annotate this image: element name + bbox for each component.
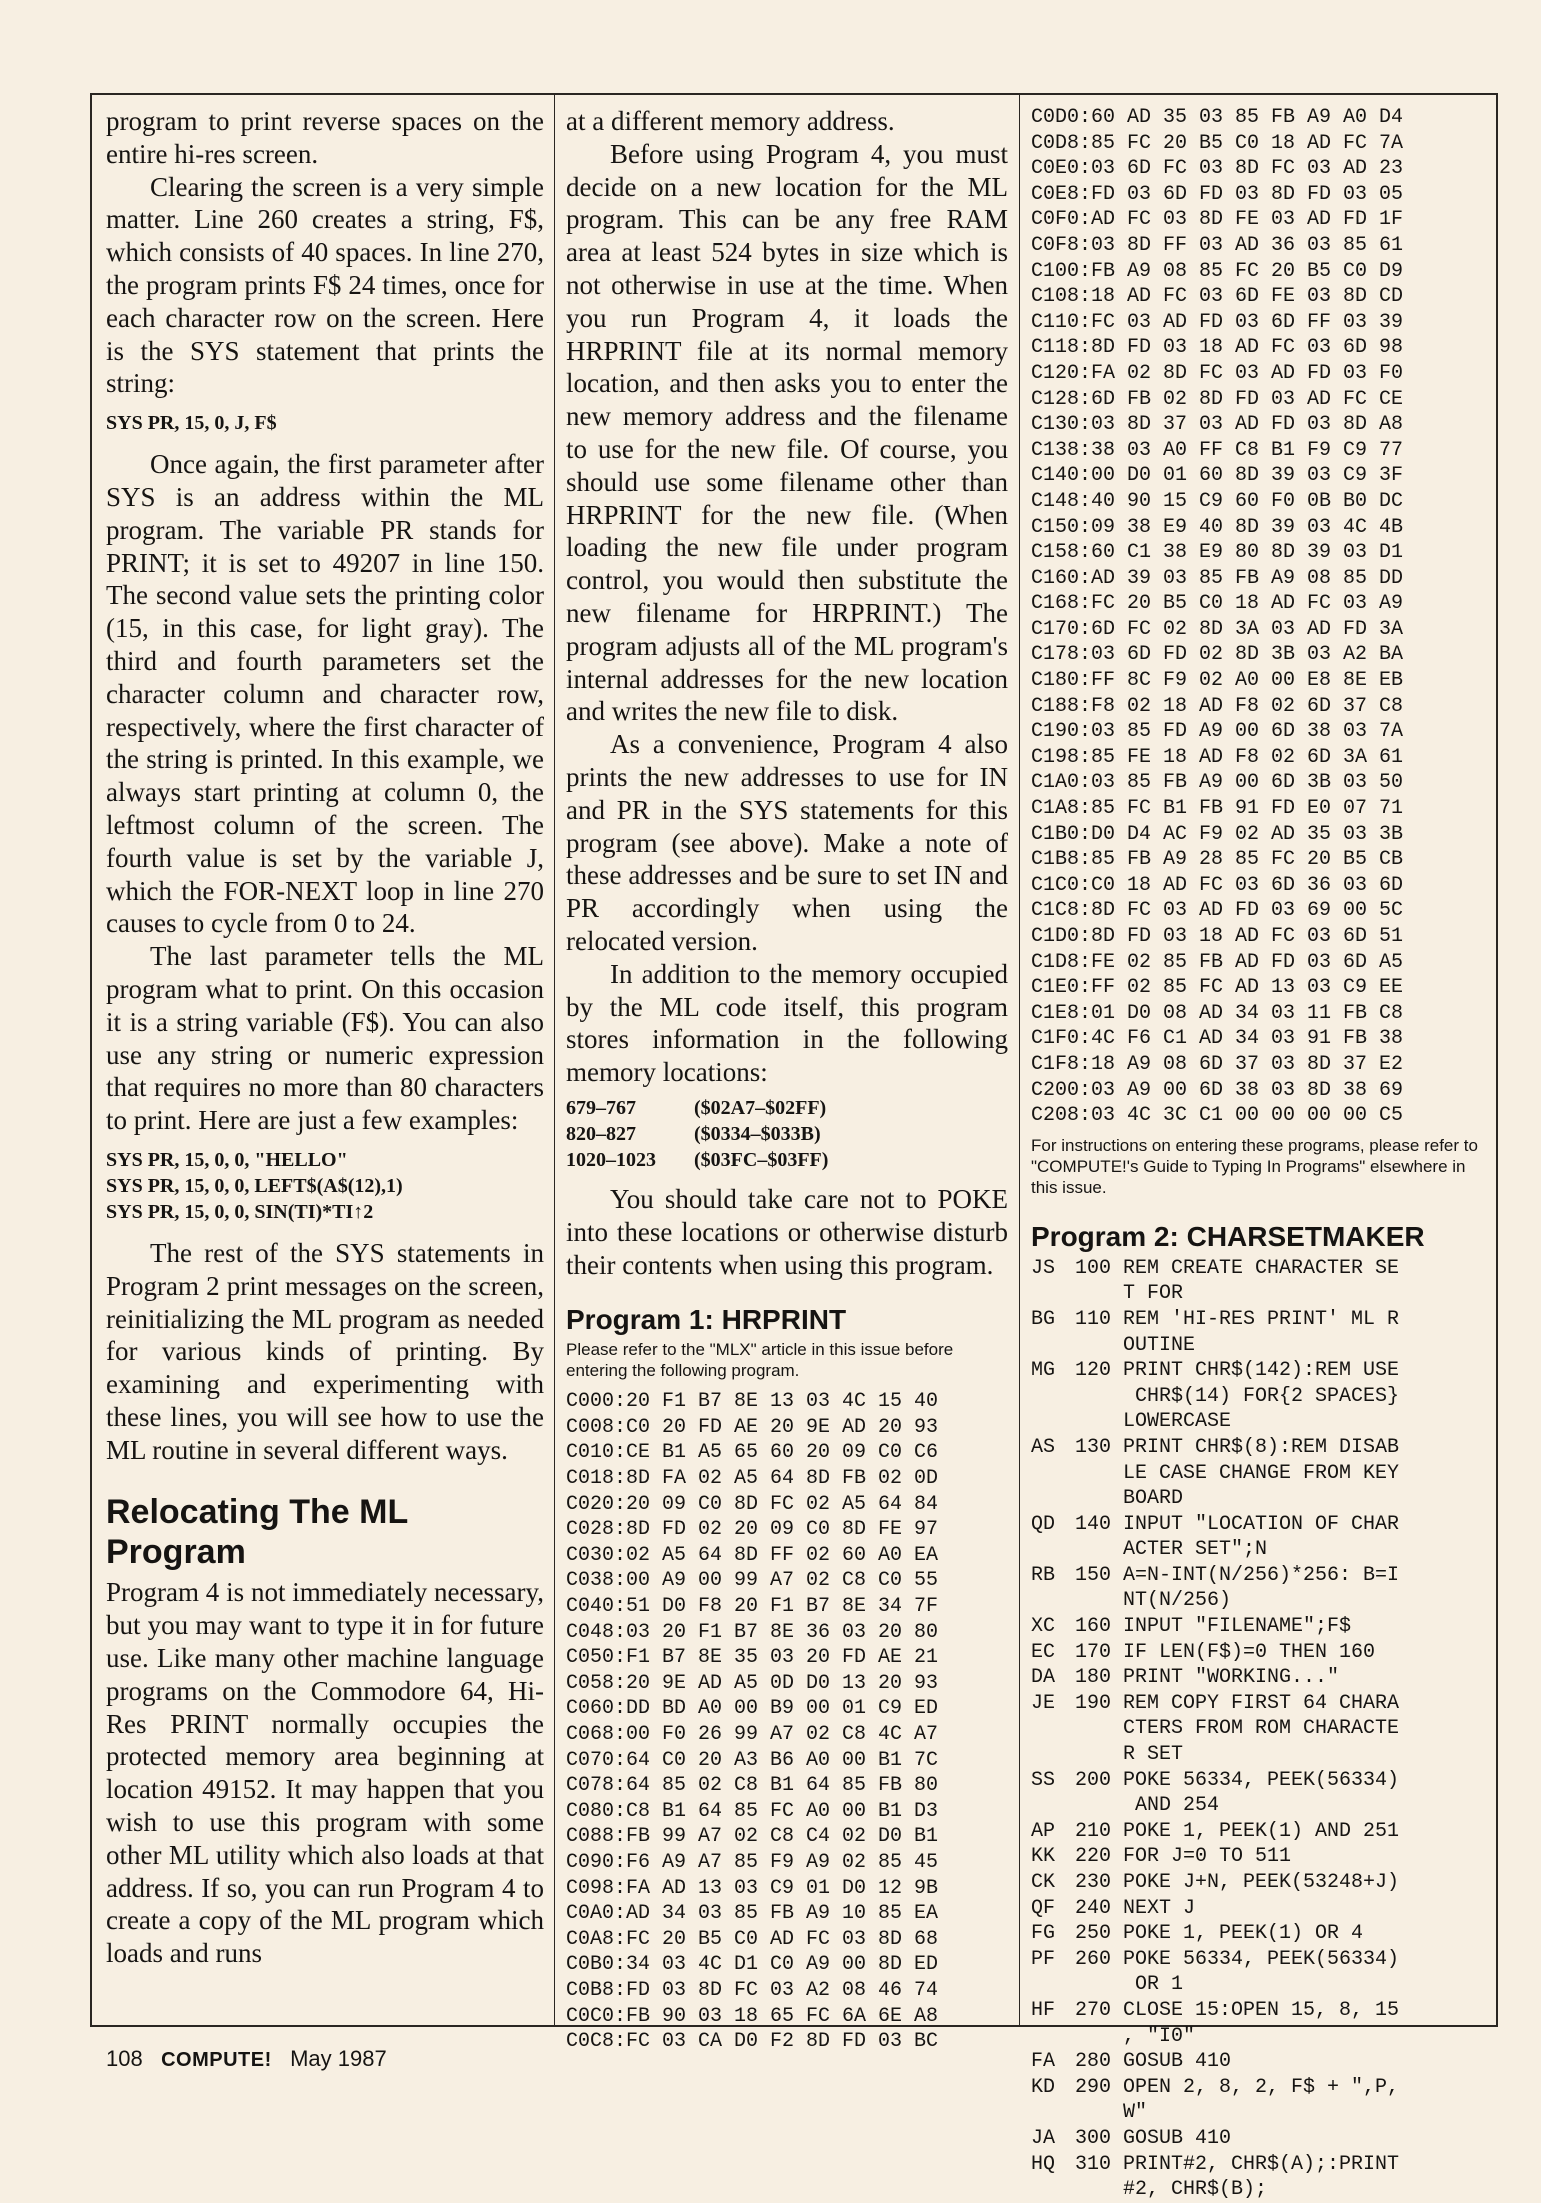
- checksum-tag: BG: [1031, 1307, 1056, 1331]
- code-line: [1031, 1896, 1481, 1922]
- code-line: [1031, 1512, 1481, 1563]
- checksum-tag: PF: [1031, 1947, 1056, 1971]
- sys-statement: SYS PR, 15, 0, J, F$: [106, 412, 277, 435]
- code-line: C098:FA AD 13 03 C9 01 D0 12 9B: [566, 1876, 939, 1900]
- typing-note: For instructions on entering these programs, please refer to "COMPUTE!'s Guide to Typing In Programs" elsewhere in this issue.: [1031, 1135, 1478, 1197]
- code-line: C0A0:AD 34 03 85 FB A9 10 85 EA: [566, 1902, 939, 1926]
- code-line: C1F0:4C F6 C1 AD 34 03 91 FB 38: [1031, 1027, 1404, 1051]
- code-line: C110:FC 03 AD FD 03 6D FF 03 39: [1031, 310, 1404, 334]
- checksum-tag: DA: [1031, 1666, 1056, 1690]
- code-text: 280 GOSUB 410: [1075, 2050, 1232, 2074]
- code-line: C1C0:C0 18 AD FC 03 6D 36 03 6D: [1031, 873, 1404, 897]
- paragraph: Clearing the screen is a very simple matter. Line 260 creates a string, F$, which consists of 40 spaces. In line 270, the program prints F$ 24 times, once for each character row on the screen. Here is the SYS statement that prints the string:: [106, 171, 544, 399]
- checksum-tag: FA: [1031, 2050, 1056, 2074]
- code-line: C130:03 8D 37 03 AD FD 03 8D A8: [1031, 413, 1404, 437]
- code-line: C168:FC 20 B5 C0 18 AD FC 03 A9: [1031, 592, 1404, 616]
- code-line: C0F0:AD FC 03 8D FE 03 AD FD 1F: [1031, 208, 1404, 232]
- code-text: 170 IF LEN(F$)=0 THEN 160: [1075, 1640, 1376, 1664]
- code-text: 130 PRINT CHR$(8):REM DISAB LE CASE CHANGE FROM KEY BOARD: [1075, 1435, 1400, 1511]
- checksum-tag: CK: [1031, 1871, 1056, 1894]
- code-line: C1A0:03 85 FB A9 00 6D 3B 03 50: [1031, 771, 1404, 795]
- code-text: 310 PRINT#2, CHR$(A);:PRINT #2, CHR$(B);: [1075, 2152, 1400, 2202]
- code-text: 300 GOSUB 410: [1075, 2126, 1232, 2150]
- column-2: [566, 105, 1008, 2055]
- memory-row: 1020–1023 ($03FC–$03FF): [566, 1148, 829, 1171]
- code-line: C018:8D FA 02 A5 64 8D FB 02 0D: [566, 1467, 939, 1491]
- code-line: [1031, 1921, 1481, 1947]
- code-line: C088:FB 99 A7 02 C8 C4 02 D0 B1: [566, 1825, 939, 1849]
- code-line: [1031, 2126, 1481, 2152]
- code-line: C050:F1 B7 8E 35 03 20 FD AE 21: [566, 1646, 939, 1670]
- checksum-tag: QF: [1031, 1896, 1056, 1920]
- code-line: C010:CE B1 A5 65 60 20 09 C0 C6: [566, 1441, 939, 1465]
- program-title: Program 1: HRPRINT: [566, 1304, 847, 1336]
- code-line: [1031, 1691, 1481, 1768]
- paragraph: In addition to the memory occupied by the ML code itself, this program stores information in the following memory locations:: [566, 958, 1008, 1088]
- code-line: C208:03 4C 3C C1 00 00 00 00 C5: [1031, 1104, 1404, 1128]
- column-3: [1031, 105, 1481, 2203]
- code-line: C0B0:34 03 4C D1 C0 A9 00 8D ED: [566, 1953, 939, 1977]
- code-text: 240 NEXT J: [1075, 1896, 1196, 1920]
- paragraph: You should take care not to POKE into these locations or otherwise disturb their contents when using this program.: [566, 1183, 1008, 1280]
- checksum-tag: KD: [1031, 2075, 1056, 2099]
- code-line: C190:03 85 FD A9 00 6D 38 03 7A: [1031, 720, 1404, 744]
- code-line: C040:51 D0 F8 20 F1 B7 8E 34 7F: [566, 1595, 939, 1619]
- code-text: 120 PRINT CHR$(142):REM USE CHR$(14) FOR{2 SPACES} LOWERCASE: [1075, 1359, 1400, 1434]
- code-text: 100 REM CREATE CHARACTER SE T FOR: [1075, 1256, 1400, 1306]
- code-line: C0E8:FD 03 6D FD 03 8D FD 03 05: [1031, 182, 1404, 206]
- code-text: 230 POKE J+N, PEEK(53248+J): [1075, 1871, 1400, 1894]
- code-line: C100:FB A9 08 85 FC 20 B5 C0 D9: [1031, 259, 1404, 283]
- code-line: C0B8:FD 03 8D FC 03 A2 08 46 74: [566, 1978, 939, 2002]
- code-line: C1D0:8D FD 03 18 AD FC 03 6D 51: [1031, 925, 1404, 948]
- checksum-tag: JS: [1031, 1256, 1056, 1280]
- column-rule-1: [554, 93, 555, 2027]
- code-line: [1031, 1640, 1481, 1666]
- code-text: 180 PRINT "WORKING...": [1075, 1666, 1340, 1690]
- code-line: C080:C8 B1 64 85 FC A0 00 B1 D3: [566, 1799, 939, 1823]
- code-line: C0C0:FB 90 03 18 65 FC 6A 6E A8: [566, 2004, 939, 2028]
- code-line: C200:03 A9 00 6D 38 03 8D 38 69: [1031, 1078, 1404, 1102]
- code-line: C1E8:01 D0 08 AD 34 03 11 FB C8: [1031, 1001, 1404, 1025]
- code-text: 250 POKE 1, PEEK(1) OR 4: [1075, 1922, 1364, 1946]
- code-line: C0F8:03 8D FF 03 AD 36 03 85 61: [1031, 233, 1404, 257]
- code-line: C180:FF 8C F9 02 A0 00 E8 8E EB: [1031, 669, 1404, 693]
- sys-example: SYS PR, 15, 0, 0, SIN(TI)*TI↑2: [106, 1200, 374, 1223]
- code-line: C1D8:FE 02 85 FB AD FD 03 6D A5: [1031, 950, 1404, 974]
- code-line: [1031, 1563, 1481, 1614]
- code-text: 220 FOR J=0 TO 511: [1075, 1845, 1292, 1869]
- code-line: C078:64 85 02 C8 B1 64 85 FB 80: [566, 1774, 939, 1798]
- checksum-tag: HF: [1031, 1998, 1056, 2022]
- code-text: 270 CLOSE 15:OPEN 15, 8, 15 , "I0": [1075, 1998, 1400, 2048]
- code-line: C0E0:03 6D FC 03 8D FC 03 AD 23: [1031, 157, 1404, 181]
- code-text: 290 OPEN 2, 8, 2, F$ + ",P, W": [1075, 2075, 1400, 2125]
- checksum-tag: EC: [1031, 1640, 1056, 1664]
- program-note: Please refer to the "MLX" article in this issue before entering the following program.: [566, 1340, 954, 1381]
- code-line: C148:40 90 15 C9 60 F0 0B B0 DC: [1031, 489, 1404, 513]
- paragraph: Once again, the first parameter after SYS is an address within the ML program. The variable PR stands for PRINT; it is set to 49207 in line 150. The second value sets the printing color (15, in this case, for light gray). The third and fourth parameters set the character column and character row, respectively, where the first character of the string is printed. In this example, we always start printing at column 0, the leftmost column of the screen. The fourth value is set by the variable J, which the FOR-NEXT loop in line 270 causes to cycle from 0 to 24.: [106, 449, 544, 939]
- code-line: [1031, 1844, 1481, 1870]
- code-line: C1A8:85 FC B1 FB 91 FD E0 07 71: [1031, 797, 1404, 821]
- paragraph: Before using Program 4, you must decide on a new location for the ML program. This can be any free RAM area at least 524 bytes in size which is not otherwise in use at the time. When you run Program 4, it loads the HRPRINT file at its normal memory location, and then asks you to enter the new memory address and the filename to use for the new file. Of course, you should use some filename other than HRPRINT for the new file. (When loading the new file under program control, you would then substitute the new filename for HRPRINT.) The program adjusts all of the ML program's internal addresses for the new location and writes the new file to disk.: [566, 138, 1008, 727]
- code-line: C1E0:FF 02 85 FC AD 13 03 C9 EE: [1031, 976, 1404, 1000]
- code-line: C038:00 A9 00 99 A7 02 C8 C0 55: [566, 1569, 939, 1593]
- code-line: C000:20 F1 B7 8E 13 03 4C 15 40: [566, 1390, 939, 1414]
- checksum-tag: AP: [1031, 1819, 1056, 1843]
- code-text: 140 INPUT "LOCATION OF CHAR ACTER SET";N: [1075, 1512, 1400, 1562]
- memory-row: 820–827 ($0334–$033B): [566, 1122, 821, 1145]
- code-line: C140:00 D0 01 60 8D 39 03 C9 3F: [1031, 464, 1404, 488]
- magazine-name: COMPUTE!: [161, 2049, 272, 2071]
- code-line: C178:03 6D FD 02 8D 3B 03 A2 BA: [1031, 643, 1404, 667]
- code-line: [1031, 1614, 1481, 1640]
- checksum-tag: QD: [1031, 1512, 1056, 1536]
- code-line: C1F8:18 A9 08 6D 37 03 8D 37 E2: [1031, 1052, 1404, 1076]
- paragraph: The last parameter tells the ML program what to print. On this occasion it is a string variable (F$). You can also use any string or numeric expression that requires no more than 80 characters to print. Here are just a few examples:: [106, 941, 544, 1136]
- code-line: [1031, 2075, 1481, 2126]
- code-line: C028:8D FD 02 20 09 C0 8D FE 97: [566, 1518, 939, 1542]
- issue-date: May 1987: [290, 2046, 387, 2071]
- page-number: 108: [106, 2046, 143, 2071]
- paragraph: at a different memory address.: [566, 106, 895, 136]
- checksum-tag: JA: [1031, 2126, 1056, 2150]
- code-line: C090:F6 A9 A7 85 F9 A9 02 85 45: [566, 1850, 939, 1874]
- sys-examples: [106, 1147, 544, 1225]
- code-line: C1B0:D0 D4 AC F9 02 AD 35 03 3B: [1031, 822, 1404, 846]
- program-title: Program 2: CHARSETMAKER: [1031, 1220, 1425, 1252]
- paragraph: As a convenience, Program 4 also prints the new addresses to use for IN and PR in the SYS statements for this program (see above). Make a note of these addresses and be sure to set IN and PR accordingly when using the relocated version.: [566, 729, 1008, 956]
- program-listing: [1031, 1256, 1481, 2203]
- code-line: [1031, 1998, 1481, 2049]
- code-line: C008:C0 20 FD AE 20 9E AD 20 93: [566, 1415, 939, 1439]
- column-1: [106, 105, 544, 1970]
- code-line: [1031, 1819, 1481, 1845]
- memory-row: 679–767 ($02A7–$02FF): [566, 1096, 827, 1119]
- checksum-tag: RB: [1031, 1563, 1056, 1587]
- code-line: C120:FA 02 8D FC 03 AD FD 03 F0: [1031, 361, 1404, 385]
- sys-example: SYS PR, 15, 0, 0, "HELLO": [106, 1148, 348, 1171]
- paragraph: Program 4 is not immediately necessary, but you may want to type it in for future use. Like many other machine language programs on the Commodore 64, Hi-Res PRINT normally occupies the protected memory area beginning at location 49152. It may happen that you wish to use this program with some other ML utility which also loads at that address. If so, you can run Program 4 to create a copy of the ML program which loads and runs: [106, 1577, 544, 1969]
- code-text: 160 INPUT "FILENAME";F$: [1075, 1615, 1352, 1639]
- code-line: C1C8:8D FC 03 AD FD 03 69 00 5C: [1031, 899, 1404, 923]
- code-line: C150:09 38 E9 40 8D 39 03 4C 4B: [1031, 515, 1404, 539]
- checksum-tag: FG: [1031, 1922, 1056, 1946]
- code-line: C058:20 9E AD A5 0D D0 13 20 93: [566, 1671, 939, 1695]
- code-line: C0D0:60 AD 35 03 85 FB A9 A0 D4: [1031, 106, 1404, 129]
- checksum-tag: XC: [1031, 1615, 1056, 1639]
- code-line: C160:AD 39 03 85 FB A9 08 85 DD: [1031, 566, 1404, 590]
- code-line: C138:38 03 A0 FF C8 B1 F9 C9 77: [1031, 438, 1404, 462]
- code-line: C068:00 F0 26 99 A7 02 C8 4C A7: [566, 1723, 939, 1747]
- code-line: C070:64 C0 20 A3 B6 A0 00 B1 7C: [566, 1748, 939, 1772]
- code-text: 150 A=N-INT(N/256)*256: B=I NT(N/256): [1075, 1563, 1400, 1613]
- code-line: C0C8:FC 03 CA D0 F2 8D FD 03 BC: [566, 2030, 939, 2054]
- checksum-tag: JE: [1031, 1691, 1056, 1715]
- code-line: [1031, 1256, 1481, 1307]
- code-line: [1031, 1768, 1481, 1819]
- code-line: C108:18 AD FC 03 6D FE 03 8D CD: [1031, 285, 1404, 309]
- column-rule-2: [1019, 93, 1020, 2027]
- paragraph: program to print reverse spaces on the entire hi-res screen.: [106, 106, 544, 169]
- code-line: C060:DD BD A0 00 B9 00 01 C9 ED: [566, 1697, 939, 1721]
- code-line: C198:85 FE 18 AD F8 02 6D 3A 61: [1031, 745, 1404, 769]
- paragraph: The rest of the SYS statements in Program 2 print messages on the screen, reinitializing the ML program as needed for various kinds of printing. By examining and experimenting with these lines, you will see how to use the ML routine in several different ways.: [106, 1237, 544, 1465]
- code-line: [1031, 2152, 1481, 2203]
- code-line: [1031, 2049, 1481, 2075]
- code-line: [1031, 1435, 1481, 1512]
- code-line: [1031, 1947, 1481, 1998]
- program-listing: [1031, 105, 1481, 1129]
- code-line: C0D8:85 FC 20 B5 C0 18 AD FC 7A: [1031, 131, 1404, 155]
- page-footer: [106, 2046, 387, 2072]
- code-line: C170:6D FC 02 8D 3A 03 AD FD 3A: [1031, 617, 1404, 641]
- program-listing: [566, 1389, 1008, 2054]
- code-line: [1031, 1358, 1481, 1435]
- code-line: C1B8:85 FB A9 28 85 FC 20 B5 CB: [1031, 848, 1404, 872]
- code-text: 260 POKE 56334, PEEK(56334) OR 1: [1075, 1947, 1400, 1997]
- checksum-tag: KK: [1031, 1845, 1056, 1869]
- code-text: 200 POKE 56334, PEEK(56334) AND 254: [1075, 1768, 1400, 1818]
- code-text: 210 POKE 1, PEEK(1) AND 251: [1075, 1819, 1400, 1843]
- code-line: C118:8D FD 03 18 AD FC 03 6D 98: [1031, 336, 1404, 360]
- section-heading: Relocating The ML Program: [106, 1493, 408, 1572]
- code-line: C048:03 20 F1 B7 8E 36 03 20 80: [566, 1620, 939, 1644]
- code-line: C188:F8 02 18 AD F8 02 6D 37 C8: [1031, 694, 1404, 718]
- memory-locations: [566, 1095, 1008, 1173]
- code-text: 190 REM COPY FIRST 64 CHARA CTERS FROM ROM CHARACTE R SET: [1075, 1691, 1400, 1767]
- sys-example: SYS PR, 15, 0, 0, LEFT$(A$(12),1): [106, 1174, 403, 1197]
- code-line: [1031, 1665, 1481, 1691]
- code-line: [1031, 1307, 1481, 1358]
- checksum-tag: HQ: [1031, 2152, 1056, 2176]
- checksum-tag: AS: [1031, 1435, 1056, 1459]
- code-line: C030:02 A5 64 8D FF 02 60 A0 EA: [566, 1543, 939, 1567]
- code-line: [1031, 1870, 1481, 1896]
- code-line: C020:20 09 C0 8D FC 02 A5 64 84: [566, 1492, 939, 1516]
- code-line: C128:6D FB 02 8D FD 03 AD FC CE: [1031, 387, 1404, 411]
- checksum-tag: MG: [1031, 1359, 1056, 1383]
- code-text: 110 REM 'HI-RES PRINT' ML R OUTINE: [1075, 1307, 1400, 1357]
- code-line: C158:60 C1 38 E9 80 8D 39 03 D1: [1031, 541, 1404, 565]
- checksum-tag: SS: [1031, 1768, 1056, 1792]
- code-line: C0A8:FC 20 B5 C0 AD FC 03 8D 68: [566, 1927, 939, 1951]
